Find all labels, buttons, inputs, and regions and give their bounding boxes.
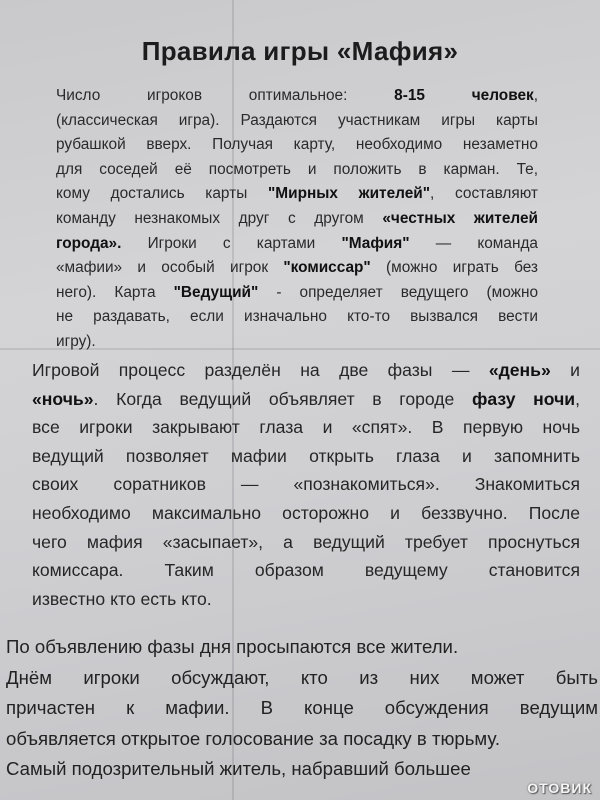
text-line: игру). — [56, 332, 96, 350]
text-line: кому достались карты "Мирных жителей", составляют — [56, 185, 538, 203]
watermark-logo: ОТОВИК — [527, 780, 592, 796]
text-line: объявляется открытое голосование за посадку в тюрьму. — [6, 727, 501, 749]
document-title: Правила игры «Мафия» — [141, 36, 459, 66]
paragraph-game-phases — [32, 356, 580, 613]
text-line: «мафии» и особый игрок "комиссар" (можно играть без — [56, 259, 538, 277]
paragraph-day-phase — [6, 632, 598, 785]
text-line: ведущий позволяет мафии открыть глаза и запомнить — [32, 445, 580, 466]
text-line: не раздавать, если изначально кто-то вызвался вести — [56, 308, 538, 326]
text-line: Самый подозрительный житель, набравший большее — [6, 758, 471, 780]
text-line: команду незнакомых друг с другом «честных жителей — [56, 209, 538, 227]
paragraph-intro — [56, 84, 538, 355]
text-line: необходимо максимально осторожно и беззвучно. После — [32, 502, 580, 523]
text-line: города». Игроки с картами "Мафия" — команда — [56, 234, 538, 252]
text-line: (классическая игра). Раздаются участникам игры карты — [56, 111, 538, 129]
text-line: него). Карта "Ведущий" - определяет ведущего (можно — [56, 283, 538, 301]
text-line: По объявлению фазы дня просыпаются все жители. — [6, 636, 459, 657]
text-line: причастен к мафии. В конце обсуждения ведущим — [6, 697, 598, 719]
text-line: Игровой процесс разделён на две фазы — «день» и — [32, 360, 580, 380]
text-line: чего мафия «засыпает», а ведущий требует проснуться — [32, 531, 580, 552]
text-line: «ночь». Когда ведущий объявляет в городе фазу ночи, — [32, 388, 580, 409]
text-line: комиссара. Таким образом ведущему становится — [32, 560, 580, 581]
text-line: все игроки закрывают глаза и «спят». В первую ночь — [32, 417, 580, 438]
text-line: для соседей её посмотреть и положить в карман. Те, — [56, 160, 538, 178]
text-line: рубашкой вверх. Получая карту, необходимо незаметно — [56, 136, 538, 154]
text-line: Число игроков оптимальное: 8-15 человек, — [56, 87, 538, 104]
text-line: своих соратников — «познакомиться». Знакомиться — [32, 474, 580, 495]
text-line: известно кто есть кто. — [32, 588, 212, 609]
text-line: Днём игроки обсуждают, кто из них может быть — [6, 666, 598, 688]
